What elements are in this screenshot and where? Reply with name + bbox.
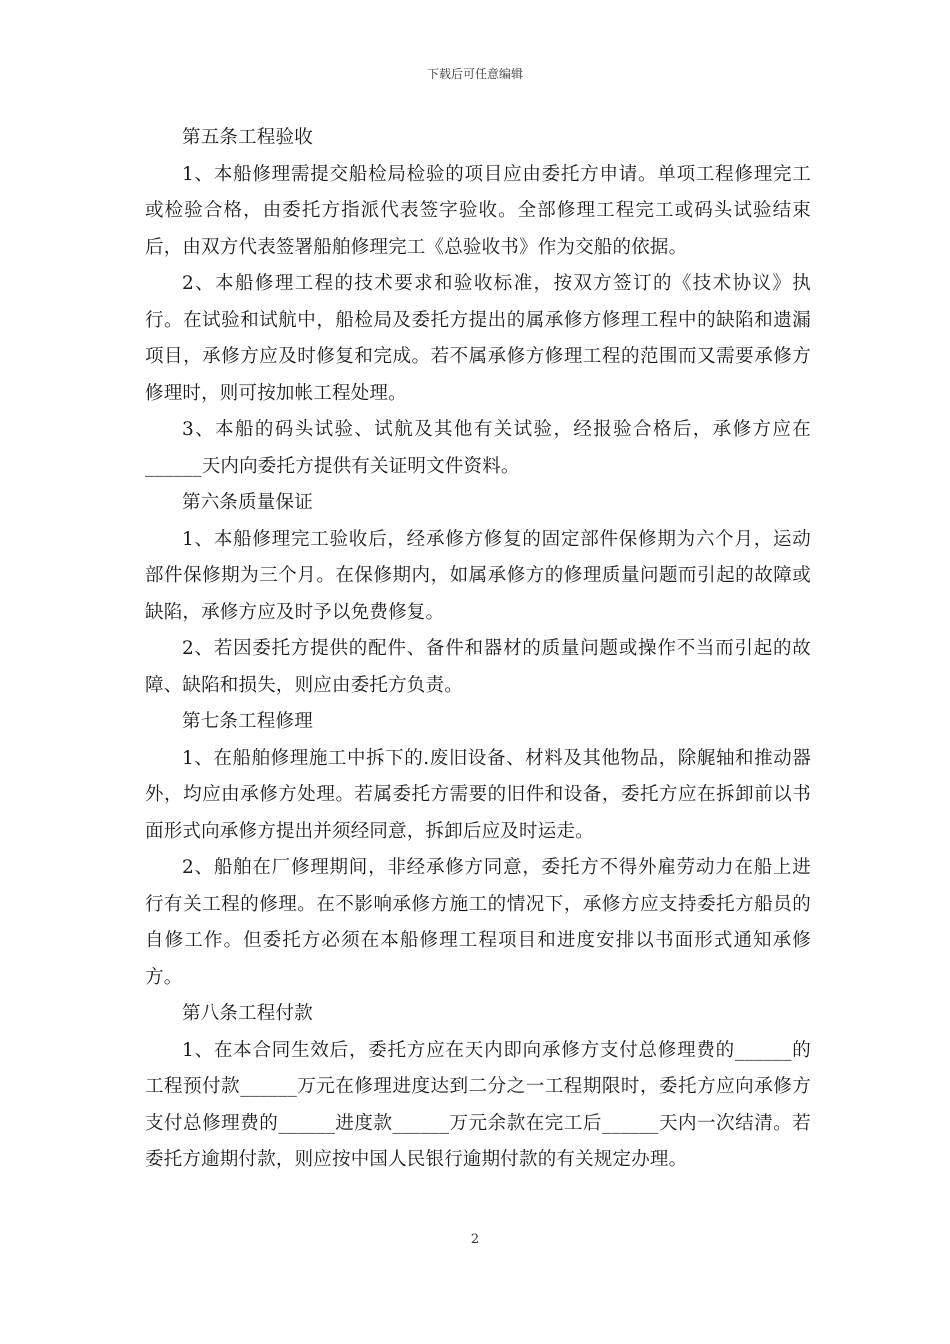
page-number: 2 [470, 1232, 480, 1247]
paragraph-7-2: 2、船舶在厂修理期间，非经承修方同意，委托方不得外雇劳动力在船上进行有关工程的修理。在不影响承修方施工的情况下，承修方应支持委托方船员的自修工作。但委托方必须在本船修理工程项目和进度安排以书面形式通知承修方。 [145, 857, 811, 988]
paragraph-5-2: 2、本船修理工程的技术要求和验收标准，按双方签订的《技术协议》执行。在试验和试航中，船检局及委托方提出的属承修方修理工程中的缺陷和遗漏项目，承修方应及时修复和完成。若不属承修方修理工程的范围而又需要承修方修理时，则可按加帐工程处理。 [145, 273, 811, 404]
paragraph-5-3: 3、本船的码头试验、试航及其他有关试验，经报验合格后，承修方应在______天内向委托方提供有关证明文件资料。 [145, 419, 811, 477]
paragraph-7-1: 1、在船舶修理施工中拆下的.废旧设备、材料及其他物品，除艉轴和推动器外，均应由承修方处理。若属委托方需要的旧件和设备，委托方应在拆卸前以书面形式向承修方提出并须经同意，拆卸后应及时运走。 [145, 747, 811, 842]
page-header: 下载后可任意编辑 [426, 67, 523, 81]
paragraph-6-2: 2、若因委托方提供的配件、备件和器材的质量问题或操作不当而引起的故障、缺陷和损失，则应由委托方负责。 [145, 638, 811, 696]
section-heading-5: 第五条工程验收 [182, 127, 313, 148]
paragraph-8-1: 1、在本合同生效后，委托方应在天内即向承修方支付总修理费的______的工程预付款______万元在修理进度达到二分之一工程期限时，委托方应向承修方支付总修理费的______进度款______万元余款在完工后______天内一次结清。若委托方逾期付款，则应按中国人民银行逾期付款的有关规定办理。 [145, 1039, 811, 1170]
section-heading-8: 第八条工程付款 [182, 1003, 313, 1024]
document-body [145, 120, 811, 1179]
paragraph-6-1: 1、本船修理完工验收后，经承修方修复的固定部件保修期为六个月，运动部件保修期为三个月。在保修期内，如属承修方的修理质量问题而引起的故障或缺陷，承修方应及时予以免费修复。 [145, 528, 811, 623]
paragraph-5-1: 1、本船修理需提交船检局检验的项目应由委托方申请。单项工程修理完工或检验合格，由委托方指派代表签字验收。全部修理工程完工或码头试验结束后，由双方代表签署船舶修理完工《总验收书》作为交船的依据。 [145, 163, 811, 258]
section-heading-7: 第七条工程修理 [182, 711, 313, 732]
section-heading-6: 第六条质量保证 [182, 492, 313, 513]
